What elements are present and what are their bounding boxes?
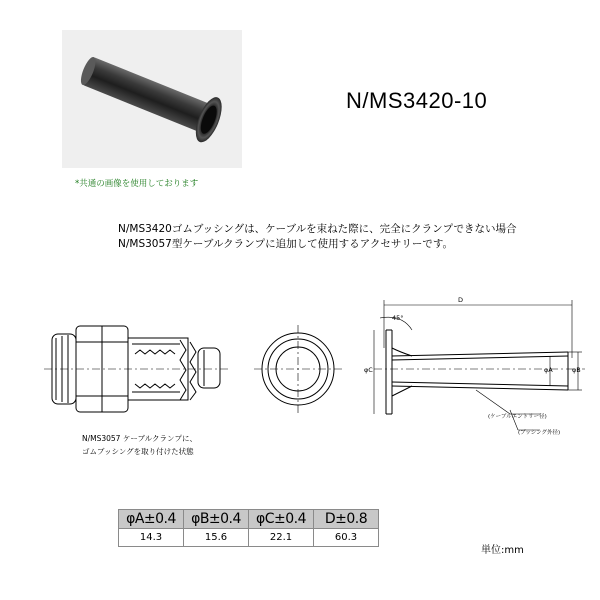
bushing-photo-icon <box>62 30 242 168</box>
table-header-row <box>119 510 379 529</box>
label-d: D <box>458 296 464 304</box>
value-phi-b: 15.6 <box>184 529 249 547</box>
value-phi-c: 22.1 <box>249 529 314 547</box>
label-phi-b: φB <box>572 366 581 374</box>
label-cable-entry: (ケーブルエントリー径) <box>488 414 547 420</box>
dimension-table <box>118 509 379 547</box>
assembly-view <box>44 326 230 412</box>
value-phi-a: 14.3 <box>119 529 184 547</box>
header-phi-a: φA±0.4 <box>119 510 184 529</box>
table-row <box>119 529 379 547</box>
header-d: D±0.8 <box>314 510 379 529</box>
label-bushing-od: (ブッシング外径) <box>518 430 561 436</box>
label-angle: 45° <box>392 314 404 322</box>
caption-line-2: ゴムブッシングを取り付けた状態 <box>82 447 194 456</box>
unit-label: 単位:mm <box>481 545 524 556</box>
end-view <box>254 325 342 413</box>
part-number-title: N/MS3420-10 <box>346 88 488 113</box>
caption-line-1: N/MS3057 ケーブルクランプに、 <box>82 434 198 443</box>
description <box>118 222 517 252</box>
drawing-caption <box>82 432 197 458</box>
image-note: *共通の画像を使用しております <box>75 179 199 189</box>
header-phi-b: φB±0.4 <box>184 510 249 529</box>
value-d: 60.3 <box>314 529 379 547</box>
product-photo <box>62 30 242 168</box>
header-phi-c: φC±0.4 <box>249 510 314 529</box>
description-line-2: N/MS3057型ケーブルクランプに追加して使用するアクセサリーです。 <box>118 238 454 250</box>
description-line-1: N/MS3420ゴムブッシングは、ケーブルを束ねた際に、完全にクランプできない場合 <box>118 223 517 235</box>
label-phi-c: φC <box>364 366 373 374</box>
label-phi-a: φA <box>544 366 553 374</box>
side-view <box>374 300 585 430</box>
